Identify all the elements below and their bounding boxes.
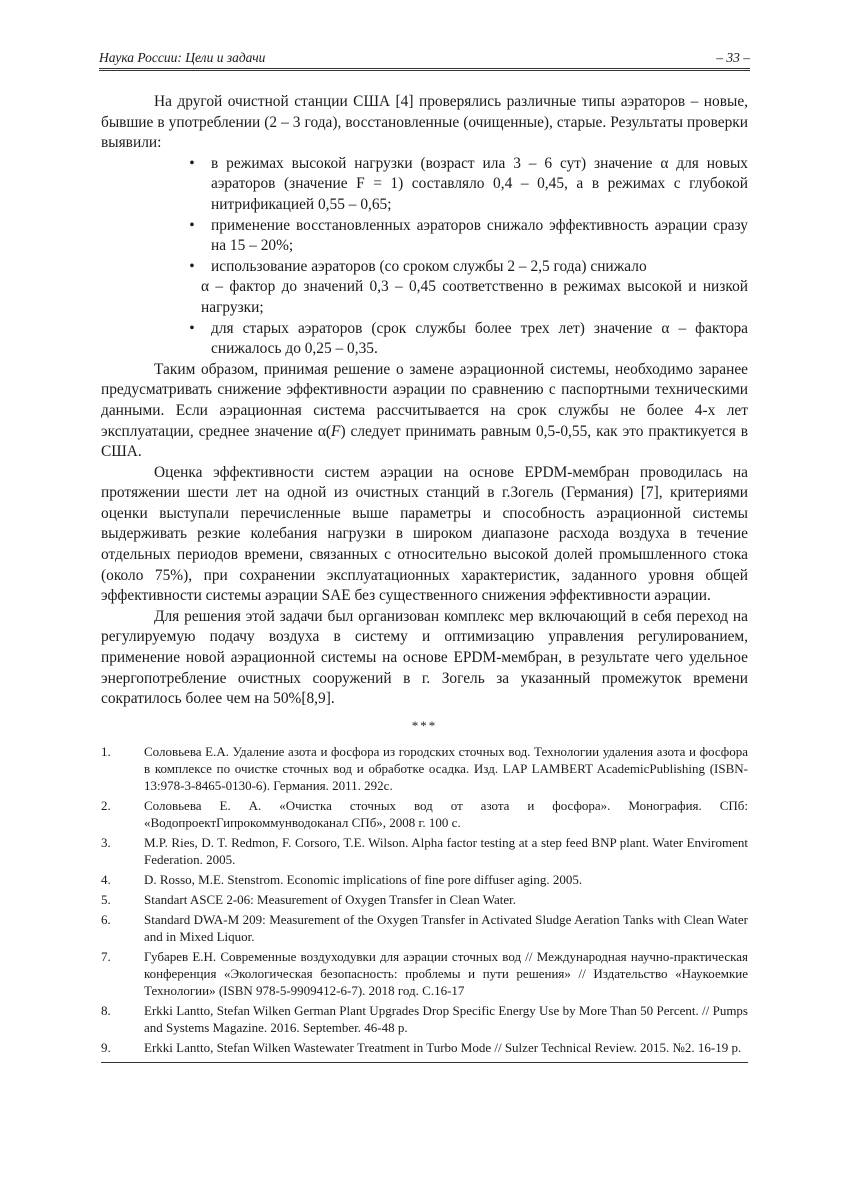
bullet-icon: •	[189, 257, 195, 275]
paragraph-2	[101, 360, 748, 463]
reference-list	[101, 743, 748, 1063]
paragraph-2-end: ) следует принимать равным 0,5-0,55, как это практикуется в США.	[101, 422, 748, 461]
reference-number: 9.	[101, 1040, 111, 1055]
list-item-text: использование аэраторов (со сроком службы 2 – 2,5 года) снижало	[211, 257, 647, 275]
reference-item	[101, 871, 748, 888]
paragraph-2-start: Таким образом, принимая решение о замене аэрационной системы, необходимо заранее предусматривать снижение эффективности аэрации по сравнению с паспортными техническими данными. Если аэрационная система рассчитывается на срок службы не более 4-х лет эксплуатации, среднее значение α(	[101, 360, 748, 440]
list-item-text: для старых аэраторов (срок службы более трех лет) значение α – фактора снижалось до 0,25 – 0,35.	[211, 319, 748, 358]
list-item	[101, 154, 748, 216]
variable-f: F	[331, 422, 341, 440]
reference-number: 1.	[101, 744, 111, 759]
reference-item	[101, 1039, 748, 1056]
article-body	[101, 92, 748, 740]
list-item	[101, 257, 748, 319]
bullet-icon: •	[189, 154, 195, 172]
reference-number: 8.	[101, 1003, 111, 1018]
reference-text: D. Rosso, M.E. Stenstrom. Economic implications of fine pore diffuser aging. 2005.	[144, 872, 583, 887]
reference-item	[101, 891, 748, 908]
reference-text: Соловьева Е.А. Удаление азота и фосфора из городских сточных вод. Технологии удаления азота и фосфора в комплексе по очистке сточных вод и обработке осадка. Изд. LAP LAMBERT AcademicPublishing (ISBN-13:978-3-8465-0130-6). Германия. 2011. 292с.	[144, 744, 748, 793]
reference-number: 2.	[101, 798, 111, 813]
bullet-icon: •	[189, 319, 195, 337]
section-separator: ***	[411, 717, 438, 733]
reference-item	[101, 797, 748, 831]
reference-item	[101, 743, 748, 794]
reference-number: 7.	[101, 949, 111, 964]
reference-text: Erkki Lantto, Stefan Wilken Wastewater Treatment in Turbo Mode // Sulzer Technical Review. 2015. №2. 16-19 p.	[144, 1040, 742, 1055]
journal-title: Наука России: Цели и задачи	[99, 50, 266, 65]
reference-item	[101, 948, 748, 999]
reference-number: 5.	[101, 892, 111, 907]
paragraph-3: Оценка эффективности систем аэрации на основе EPDM-мембран проводилась на протяжении шести лет на одной из очистных станций в г.Зогель (Германия) [7], критериями оценки выступали перечисленные выше параметры и способность аэрационной системы выдерживать резкие колебания нагрузки в широком диапазоне расхода воздуха в течение отдельных периодов времени, связанных с относительно высокой долей промышленного стока (около 75%), при сохранении эксплуатационных характеристик, заданного уровня общей эффективности системы аэрации SAE без существенного снижения эффективности аэрации.	[101, 463, 748, 605]
reference-item	[101, 834, 748, 868]
reference-text: Standard DWA-M 209: Measurement of the Oxygen Transfer in Activated Sludge Aeration Tanks with Clean Water and in Mixed Liquor.	[144, 912, 748, 944]
paragraph-1: На другой очистной станции США [4] проверялись различные типы аэраторов – новые, бывшие в употреблении (2 – 3 года), восстановленные (очищенные), старые. Результаты проверки выявили:	[101, 93, 748, 152]
reference-number: 4.	[101, 872, 111, 887]
page-number: – 33 –	[716, 50, 750, 65]
reference-number: 3.	[101, 835, 111, 850]
reference-text: Соловьева Е. А. «Очистка сточных вод от азота и фосфора». Монография. СПб: «ВодопроектГипрокоммунводоканал СПб», 2008 г. 100 с.	[144, 798, 748, 830]
reference-item	[101, 911, 748, 945]
running-header	[99, 50, 750, 71]
list-item-text: применение восстановленных аэраторов снижало эффективность аэрации сразу на 15 – 20%;	[211, 216, 748, 255]
reference-item	[101, 1002, 748, 1036]
list-item-continuation: α – фактор до значений 0,3 – 0,45 соответственно в режимах высокой и низкой нагрузки;	[201, 278, 748, 316]
list-item	[101, 216, 748, 257]
results-list	[101, 154, 748, 360]
reference-number: 6.	[101, 912, 111, 927]
reference-text: Erkki Lantto, Stefan Wilken German Plant Upgrades Drop Specific Energy Use by More Than 50 Percent. // Pumps and Systems Magazine. 2016. September. 46-48 p.	[144, 1003, 748, 1035]
paragraph-4: Для решения этой задачи был организован комплекс мер включающий в себя переход на регулируемую подачу воздуха в систему и оптимизацию управления регулированием, применение новой аэрационной системы на основе EPDM-мембран, в результате чего удельное энергопотребление очистных сооружений в г. Зогель за указанный промежуток времени сократилось более чем на 50%[8,9].	[101, 607, 748, 708]
reference-text: Standart ASCE 2-06: Measurement of Oxygen Transfer in Clean Water.	[144, 892, 517, 907]
reference-text: Губарев Е.Н. Современные воздуходувки для аэрации сточных вод // Международная научно-практическая конференция «Экологическая безопасность: проблемы и пути решения» // Издательство «Наукоемкие Технологии» (ISBN 978-5-9909412-6-7). 2018 год. С.16-17	[144, 949, 748, 998]
list-item-text: в режимах высокой нагрузки (возраст ила 3 – 6 сут) значение α для новых аэраторов (значение F = 1) составляло 0,4 – 0,45, а в режимах с глубокой нитрификацией 0,55 – 0,65;	[211, 154, 748, 213]
list-item	[101, 319, 748, 360]
reference-text: M.P. Ries, D. T. Redmon, F. Corsoro, T.E. Wilson. Alpha factor testing at a step feed BNP plant. Water Enviroment Federation. 2005.	[144, 835, 748, 867]
bullet-icon: •	[189, 216, 195, 234]
